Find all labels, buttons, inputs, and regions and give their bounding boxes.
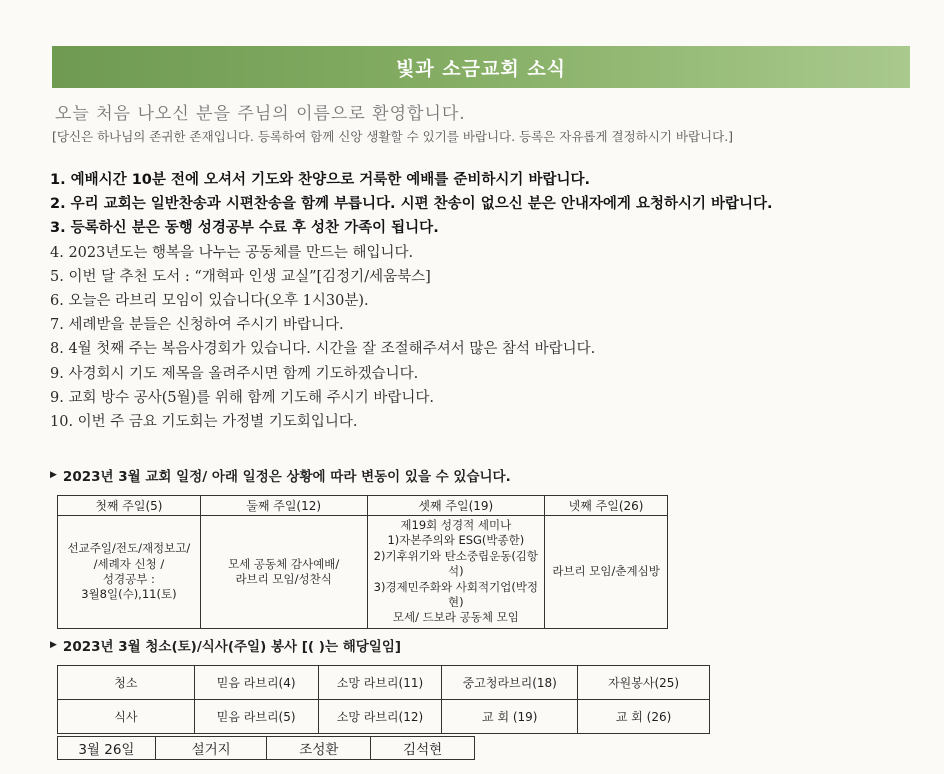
duty-heading xyxy=(50,635,401,655)
notice-list xyxy=(50,168,773,434)
notice-item: 9. 사경회시 기도 제목을 올려주시면 함께 기도하겠습니다. xyxy=(50,365,419,382)
schedule-heading xyxy=(50,465,511,485)
table-header-row xyxy=(58,496,668,516)
notice-item: 7. 세례받을 분들은 신청하여 주시기 바랍니다. xyxy=(50,317,344,334)
schedule-table xyxy=(57,495,668,629)
table-cell: 3월 26일 xyxy=(58,737,156,760)
table-cell: 자원봉사(25) xyxy=(578,666,710,700)
table-row xyxy=(58,700,710,734)
header-banner xyxy=(52,46,910,88)
notice-item: 6. 오늘은 라브리 모임이 있습니다(오후 1시30분). xyxy=(50,293,369,310)
dishwashing-table xyxy=(57,736,475,760)
notice-item: 9. 교회 방수 공사(5월)를 위해 함께 기도해 주시기 바랍니다. xyxy=(50,389,435,406)
duty-heading-text: 2023년 3월 청소(토)/식사(주일) 봉사 [( )는 해당일임] xyxy=(62,639,402,655)
banner-title: 빛과 소금교회 소식 xyxy=(395,57,567,80)
triangle-bullet-icon: ▶ xyxy=(50,640,57,650)
table-cell: 소망 라브리(11) xyxy=(318,666,442,700)
notice-item: 4. 2023년도는 행복을 나누는 공동체를 만드는 해입니다. xyxy=(50,244,414,261)
schedule-heading-text: 2023년 3월 교회 일정/ 아래 일정은 상황에 따라 변동이 있을 수 있습니다. xyxy=(62,469,511,485)
table-cell: 김석현 xyxy=(371,737,475,760)
notice-item: 10. 이번 주 금요 기도회는 가정별 기도회입니다. xyxy=(50,414,358,431)
table-cell: 라브리 모임/춘계심방 xyxy=(545,516,668,629)
table-cell: 믿음 라브리(4) xyxy=(194,666,318,700)
table-cell: 제19회 성경적 세미나 1)자본주의와 ESG(박종한) 2)기후위기와 탄소중립운동(김항석) 3)경제민주화와 사회적기업(박정현) 모세/ 드보라 공동체 모임 xyxy=(367,516,545,629)
duty-table xyxy=(57,665,710,734)
table-cell: 선교주일/전도/재정보고/ /세례자 신청 / 성경공부 : 3월8일(수),11(토) xyxy=(58,516,201,629)
table-cell: 믿음 라브리(5) xyxy=(194,700,318,734)
table-header-cell: 첫째 주일(5) xyxy=(58,496,201,516)
table-cell: 모세 공동체 감사예배/ 라브리 모임/성찬식 xyxy=(200,516,367,629)
notice-item: 2. 우리 교회는 일반찬송과 시편찬송을 함께 부릅니다. 시편 찬송이 없으신 분은 안내자에게 요청하시기 바랍니다. xyxy=(50,196,773,213)
table-cell: 소망 라브리(12) xyxy=(318,700,442,734)
table-header-cell: 셋째 주일(19) xyxy=(367,496,545,516)
table-row xyxy=(58,737,475,760)
notice-item: 5. 이번 달 추천 도서 : “개혁파 인생 교실”[김정기/세움북스] xyxy=(50,268,431,285)
table-cell: 중고청라브리(18) xyxy=(442,666,578,700)
triangle-bullet-icon: ▶ xyxy=(50,470,57,480)
table-cell: 조성환 xyxy=(267,737,371,760)
table-header-cell: 둘째 주일(12) xyxy=(200,496,367,516)
table-cell: 교 회 (19) xyxy=(442,700,578,734)
notice-item: 3. 등록하신 분은 동행 성경공부 수료 후 성찬 가족이 됩니다. xyxy=(50,220,439,237)
welcome-subtext: [당신은 하나님의 존귀한 존재입니다. 등록하여 함께 신앙 생활할 수 있기를 바랍니다. 등록은 자유롭게 결정하시기 바랍니다.] xyxy=(52,129,734,144)
table-row xyxy=(58,516,668,629)
table-row xyxy=(58,666,710,700)
notice-item: 1. 예배시간 10분 전에 오셔서 기도와 찬양으로 거룩한 예배를 준비하시기 바랍니다. xyxy=(50,172,590,188)
table-cell: 교 회 (26) xyxy=(578,700,710,734)
table-cell: 청소 xyxy=(58,666,195,700)
welcome-message: 오늘 처음 나오신 분을 주님의 이름으로 환영합니다. xyxy=(55,104,466,124)
table-cell: 설거지 xyxy=(155,737,267,760)
notice-item: 8. 4월 첫째 주는 복음사경회가 있습니다. 시간을 잘 조절해주셔서 많은 참석 바랍니다. xyxy=(50,341,596,358)
table-header-cell: 넷째 주일(26) xyxy=(545,496,668,516)
table-cell: 식사 xyxy=(58,700,195,734)
